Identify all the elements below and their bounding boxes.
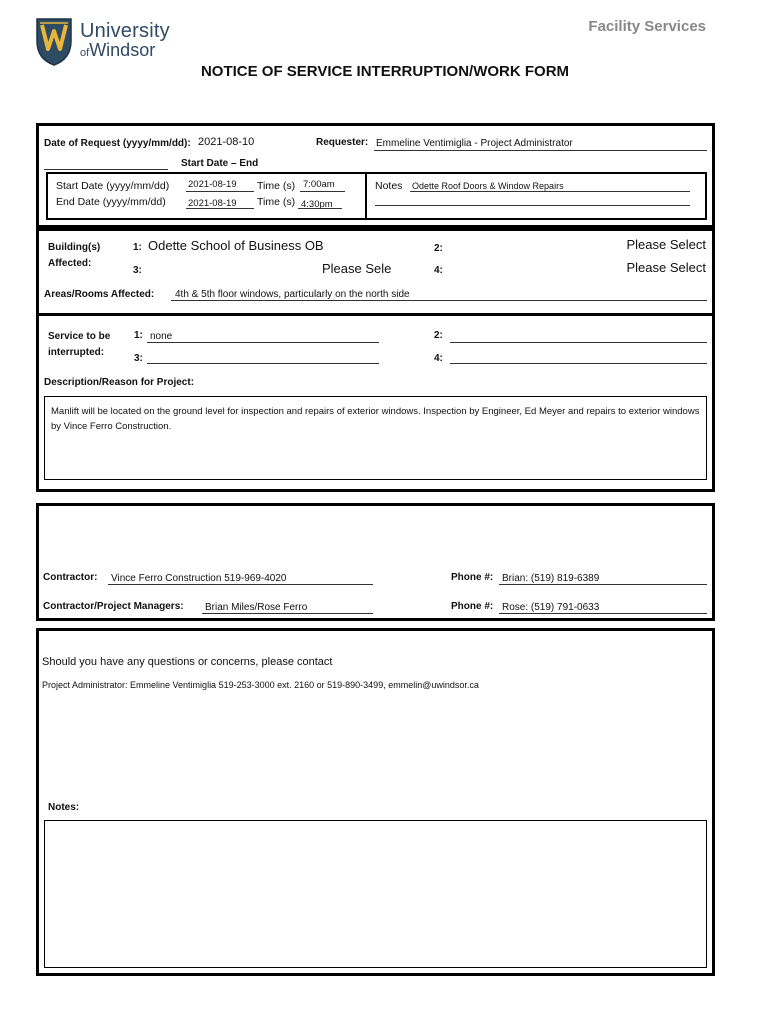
end-time-value[interactable]: 4:30pm <box>301 199 333 210</box>
service-label-2: interrupted: <box>48 347 105 358</box>
university-logo <box>34 15 74 67</box>
service-1-value[interactable]: none <box>150 331 173 342</box>
logo-text-university: University <box>80 20 170 42</box>
start-time-underline <box>300 191 345 192</box>
end-date-underline <box>186 208 254 209</box>
end-time-underline <box>298 208 342 209</box>
service-2-underline[interactable] <box>450 342 707 343</box>
phone-2-label: Phone #: <box>451 601 494 612</box>
areas-value[interactable]: 4th & 5th floor windows, particularly on the north side <box>175 289 410 300</box>
description-text: Manlift will be located on the ground level for inspection and repairs of exterior windows. Inspection by Engineer, Ed Meyer and repairs to exterior windows by Vince Ferro Construction. <box>51 406 700 432</box>
managers-label: Contractor/Project Managers: <box>43 601 184 612</box>
end-date-label: End Date (yyyy/mm/dd) <box>56 196 166 208</box>
end-time-label: Time (s) <box>257 196 296 208</box>
form-title: NOTICE OF SERVICE INTERRUPTION/WORK FORM <box>200 63 570 80</box>
service-3-number: 3: <box>134 353 143 364</box>
start-date-label: Start Date (yyyy/mm/dd) <box>56 180 170 192</box>
contact-intro: Should you have any questions or concerns, please contact <box>42 656 333 668</box>
phone-2-value[interactable]: Rose: (519) 791-0633 <box>502 602 600 613</box>
logo-text-windsor <box>80 40 155 61</box>
building-2-number: 2: <box>434 243 443 254</box>
service-4-underline[interactable] <box>450 363 707 364</box>
requester-label: Requester: <box>316 137 369 148</box>
blank-underline <box>44 169 168 170</box>
logo-text-of: of <box>80 47 90 59</box>
phone-1-underline <box>499 584 707 585</box>
requester-underline <box>374 150 707 151</box>
department-name: Facility Services <box>588 18 706 35</box>
end-date-value[interactable]: 2021-08-19 <box>188 198 237 209</box>
managers-value[interactable]: Brian Miles/Rose Ferro <box>205 602 308 613</box>
contact-details: Project Administrator: Emmeline Ventimiglia 519-253-3000 ext. 2160 or 519-890-3499, emmelin@uwindsor.ca <box>42 680 479 690</box>
building-3-number: 3: <box>133 265 142 276</box>
notes-inner-box <box>365 172 707 220</box>
shield-crest-icon <box>34 15 74 67</box>
description-label: Description/Reason for Project: <box>44 377 195 388</box>
building-1-number: 1: <box>133 242 142 253</box>
building-3-select[interactable]: Please Sele <box>322 261 392 276</box>
building-1-select[interactable]: Odette School of Business OB <box>148 238 324 253</box>
building-4-select[interactable]: Please Select <box>626 260 706 275</box>
service-4-number: 4: <box>434 353 443 364</box>
phone-1-value[interactable]: Brian: (519) 819-6389 <box>502 573 600 584</box>
service-1-number: 1: <box>134 330 143 341</box>
date-of-request-label: Date of Request (yyyy/mm/dd): <box>44 138 191 149</box>
service-3-underline[interactable] <box>147 363 379 364</box>
request-notes-label: Notes <box>375 180 403 192</box>
building-2-select[interactable]: Please Select <box>626 237 706 252</box>
service-2-number: 2: <box>434 330 443 341</box>
buildings-label-2: Affected: <box>48 258 92 269</box>
managers-underline <box>202 613 373 614</box>
start-time-value[interactable]: 7:00am <box>303 179 335 190</box>
service-1-underline <box>147 342 379 343</box>
service-label-1: Service to be <box>48 331 111 342</box>
phone-2-underline <box>499 613 707 614</box>
contractor-underline <box>108 584 373 585</box>
request-notes-underline-2 <box>375 205 690 206</box>
contractor-label: Contractor: <box>43 572 98 583</box>
contractor-value[interactable]: Vince Ferro Construction 519-969-4020 <box>111 573 287 584</box>
notes-label: Notes: <box>48 802 80 813</box>
buildings-divider <box>36 313 715 316</box>
areas-label: Areas/Rooms Affected: <box>44 289 155 300</box>
building-4-number: 4: <box>434 265 443 276</box>
request-notes-underline-1 <box>410 191 690 192</box>
start-date-underline <box>186 191 254 192</box>
phone-1-label: Phone #: <box>451 572 494 583</box>
start-time-label: Time (s) <box>257 180 296 192</box>
logo-text-windsor-word: Windsor <box>89 40 156 60</box>
areas-underline <box>171 300 707 301</box>
requester-value[interactable]: Emmeline Ventimiglia - Project Administrator <box>376 138 573 149</box>
date-of-request-value[interactable]: 2021-08-10 <box>198 136 255 148</box>
start-date-value[interactable]: 2021-08-19 <box>188 179 237 190</box>
notes-box[interactable] <box>44 820 707 968</box>
request-notes-value[interactable]: Odette Roof Doors & Window Repairs <box>412 181 564 191</box>
start-end-heading: Start Date – End <box>181 158 259 169</box>
buildings-label-1: Building(s) <box>48 242 101 253</box>
